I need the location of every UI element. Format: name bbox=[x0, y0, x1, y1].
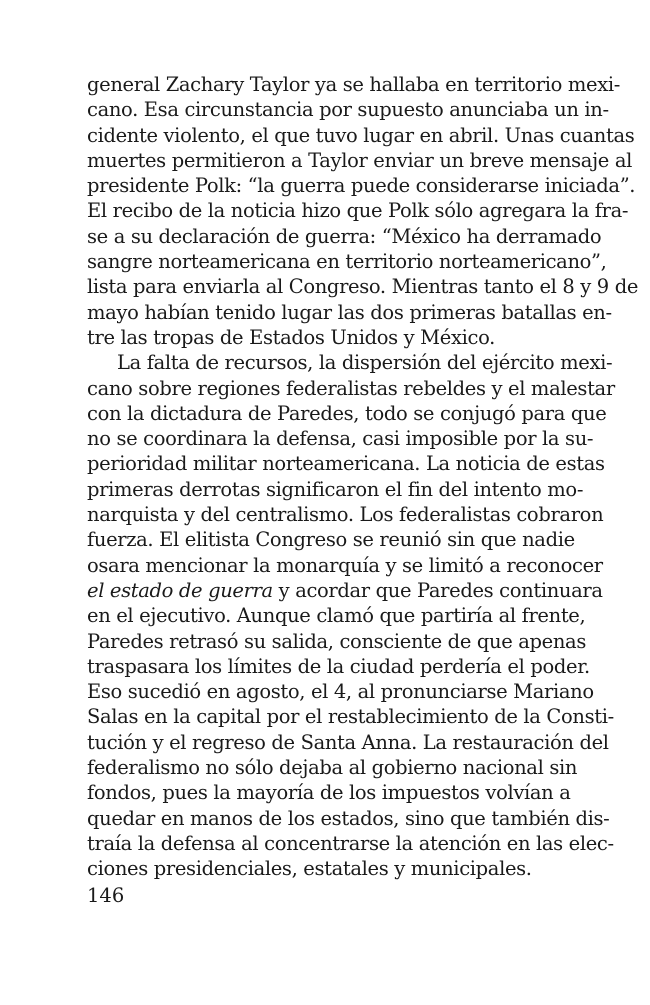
page-number: 146 bbox=[87, 884, 125, 907]
paragraph bbox=[87, 72, 639, 350]
text-line: presidente Polk: “la guerra puede considerarse iniciada”. bbox=[87, 174, 636, 198]
italic-phrase: el estado de guerra bbox=[87, 578, 273, 602]
text-line: en el ejecutivo. Aunque clamó que partiría al frente, bbox=[87, 604, 586, 628]
text-line: perioridad militar norteamericana. La noticia de estas bbox=[87, 452, 605, 476]
text-line: lista para enviarla al Congreso. Mientras tanto el 8 y 9 de bbox=[87, 275, 639, 299]
text-line: cano. Esa circunstancia por supuesto anunciaba un in- bbox=[87, 98, 609, 122]
text-line: El recibo de la noticia hizo que Polk sólo agregara la fra- bbox=[87, 199, 629, 223]
text-line: general Zachary Taylor ya se hallaba en territorio mexi- bbox=[87, 73, 621, 96]
text-line: sangre norteamericana en territorio norteamericano”, bbox=[87, 250, 607, 274]
line-rest: y acordar que Paredes continuara bbox=[272, 578, 603, 602]
text-line: Salas en la capital por el restablecimiento de la Consti- bbox=[87, 705, 614, 729]
text-line: no se coordinara la defensa, casi imposible por la su- bbox=[87, 427, 594, 451]
text-line: fondos, pues la mayoría de los impuestos volvían a bbox=[87, 781, 571, 805]
text-line: primeras derrotas significaron el fin del intento mo- bbox=[87, 477, 584, 501]
text-line: Eso sucedió en agosto, el 4, al pronunciarse Mariano bbox=[87, 680, 594, 704]
text-line: federalismo no sólo dejaba al gobierno nacional sin bbox=[87, 756, 578, 780]
text-line: mayo habían tenido lugar las dos primeras batallas en- bbox=[87, 300, 612, 324]
text-line: traspasara los límites de la ciudad perdería el poder. bbox=[87, 654, 590, 678]
text-line: muertes permitieron a Taylor enviar un breve mensaje al bbox=[87, 148, 632, 172]
text-line: tre las tropas de Estados Unidos y México. bbox=[87, 325, 495, 349]
text-line: con la dictadura de Paredes, todo se conjugó para que bbox=[87, 401, 607, 425]
text-line: osara mencionar la monarquía y se limitó a reconocer bbox=[87, 553, 603, 577]
text-line: cano sobre regiones federalistas rebeldes y el malestar bbox=[87, 376, 615, 400]
text-line: fuerza. El elitista Congreso se reunió sin que nadie bbox=[87, 528, 575, 552]
text-line: La falta de recursos, la dispersión del ejército mexi- bbox=[117, 351, 613, 375]
text-line: tución y el regreso de Santa Anna. La restauración del bbox=[87, 730, 609, 754]
text-line: cidente violento, el que tuvo lugar en abril. Unas cuantas bbox=[87, 123, 635, 147]
text-line: Paredes retrasó su salida, consciente de que apenas bbox=[87, 629, 586, 653]
text-line: quedar en manos de los estados, sino que también dis- bbox=[87, 806, 610, 830]
body-text bbox=[87, 72, 639, 882]
text-line: traía la defensa al concentrarse la atención en las elec- bbox=[87, 831, 614, 855]
text-line: ciones presidenciales, estatales y municipales. bbox=[87, 857, 532, 881]
paragraph bbox=[87, 350, 615, 881]
text-line bbox=[87, 578, 603, 603]
text-line: se a su declaración de guerra: “México ha derramado bbox=[87, 224, 602, 248]
text-line: narquista y del centralismo. Los federalistas cobraron bbox=[87, 503, 604, 527]
